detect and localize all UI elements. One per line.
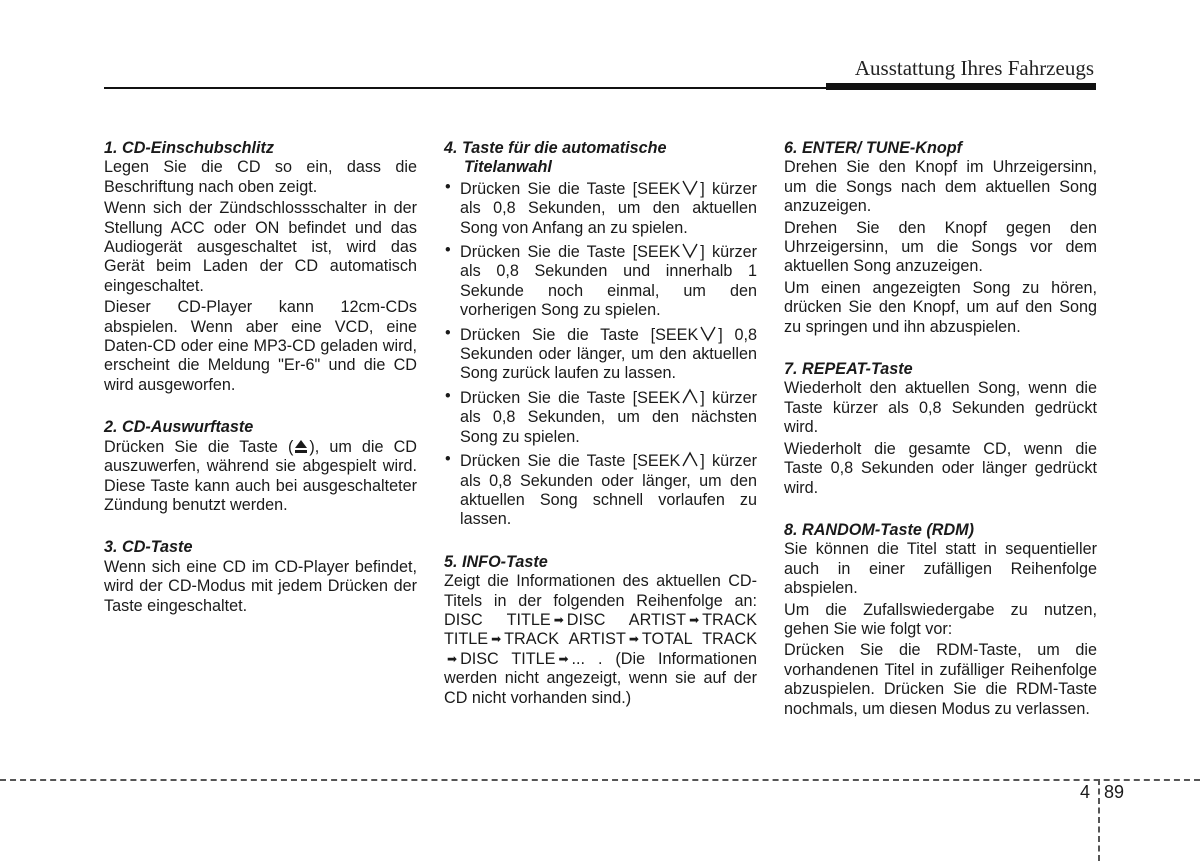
chevron-down-icon: [699, 324, 717, 342]
section-heading-seek: [444, 139, 757, 178]
eject-icon: [294, 439, 308, 454]
list-item: [444, 387, 757, 447]
arrow-right-icon: ➡: [689, 612, 700, 627]
column-right: [784, 139, 1097, 721]
chevron-down-icon: [681, 241, 699, 259]
paragraph: Wenn sich eine CD im CD-Player befindet, wird der CD-Modus mit jedem Drücken der Taste eingeschaltet.: [104, 557, 417, 615]
list-item: [444, 241, 757, 321]
text-span: TRACK TITLE: [444, 610, 757, 649]
bullet-icon: •: [445, 241, 451, 260]
text-span: Zeigt die Informationen des aktuellen CD-Titels in der folgenden Reihenfolge an: DISC TITLE: [444, 572, 757, 629]
header-title: Ausstattung Ihres Fahrzeugs: [854, 56, 1094, 80]
text-span: ] kürzer als 0,8 Sekunden, um den nächsten Song zu spielen.: [460, 388, 757, 446]
column-middle: [444, 139, 757, 710]
text-span: Drücken Sie die Taste [SEEK: [460, 179, 681, 198]
column-left: [104, 139, 417, 618]
arrow-right-icon: ➡: [447, 651, 458, 666]
arrow-right-icon: ➡: [553, 612, 564, 627]
paragraph: Sie können die Titel statt in sequentieller auch in einer zufälligen Reihenfolge abspielen.: [784, 540, 1097, 598]
text-span: TRACK ARTIST: [504, 630, 626, 649]
paragraph: Um einen angezeigten Song zu hören, drücken Sie den Knopf, um auf den Song zu springen und ihn abzuspielen.: [784, 278, 1097, 336]
text-span: Drücken Sie die Taste [SEEK: [460, 243, 681, 262]
text-span: TOTAL TRACK: [641, 630, 758, 649]
paragraph: Wenn sich der Zündschlossschalter in der Stellung ACC oder ON befindet und das Audiogerät ausgeschaltet ist, wird das Gerät beim Laden der CD automatisch eingeschaltet.: [104, 199, 417, 295]
section-heading-info: 5. INFO-Taste: [444, 552, 548, 571]
text-span: DISC TITLE: [460, 649, 556, 668]
page-number: 89: [1104, 782, 1125, 802]
bullet-icon: •: [445, 450, 451, 469]
paragraph: Wiederholt den aktuellen Song, wenn die Taste kürzer als 0,8 Sekunden gedrückt wird.: [784, 379, 1097, 437]
heading-line: 4. Taste für die automatische: [444, 139, 667, 157]
bullet-icon: •: [445, 323, 451, 342]
text-span: DISC ARTIST: [566, 610, 687, 629]
paragraph: Um die Zufallswiedergabe zu nutzen, gehen Sie wie folgt vor:: [784, 600, 1097, 638]
text-span: ] kürzer als 0,8 Sekunden oder länger, um den aktuellen Song schnell vorlaufen zu lassen.: [460, 452, 757, 529]
list-item: [444, 324, 757, 384]
chevron-down-icon: [681, 178, 699, 196]
text-span: Drücken Sie die Taste [SEEK: [460, 452, 681, 471]
header-rule-accent: [826, 83, 1096, 90]
text-span: ... . (Die Informationen werden nicht angezeigt, wenn sie auf der CD nicht vorhanden sind.): [444, 649, 757, 707]
section-heading-enter-tune: 6. ENTER/ TUNE-Knopf: [784, 139, 963, 157]
bullet-icon: •: [445, 386, 451, 405]
paragraph-info: [444, 572, 757, 708]
paragraph-eject: [104, 438, 417, 516]
text-span: ] kürzer als 0,8 Sekunden und innerhalb 1 Sekunde noch einmal, um den vorherigen Song zu spielen.: [460, 243, 757, 320]
paragraph: Drücken Sie die RDM-Taste, um die vorhandenen Titel in zufälliger Reihenfolge abzuspielen. Drücken Sie die RDM-Taste nochmals, um diesen Modus zu verlassen.: [784, 641, 1097, 718]
text-span: ] kürzer als 0,8 Sekunden, um den aktuellen Song von Anfang an zu spielen.: [460, 179, 757, 237]
list-item: [444, 178, 757, 238]
heading-line: Titelanwahl: [464, 158, 552, 177]
arrow-right-icon: ➡: [491, 632, 502, 647]
paragraph: Wiederholt die gesamte CD, wenn die Taste 0,8 Sekunden oder länger gedrückt wird.: [784, 439, 1097, 497]
text-span: ), um die CD auszuwerfen, während sie abgespielt wird. Diese Taste kann auch bei ausgeschalteter Zündung benutzt werden.: [104, 437, 417, 514]
section-heading-repeat: 7. REPEAT-Taste: [784, 360, 913, 379]
text-span: Drücken Sie die Taste [SEEK: [460, 325, 699, 344]
bullet-icon: •: [445, 177, 451, 196]
arrow-right-icon: ➡: [628, 632, 639, 647]
arrow-right-icon: ➡: [558, 651, 569, 666]
text-span: ] 0,8 Sekunden oder länger, um den aktuellen Song zurück laufen zu lassen.: [460, 325, 757, 383]
text-span: Drücken Sie die Taste [SEEK: [460, 388, 681, 407]
paragraph: Drehen Sie den Knopf im Uhrzeigersinn, um die Songs nach dem aktuellen Song anzuzeigen.: [784, 158, 1097, 216]
paragraph: Legen Sie die CD so ein, dass die Beschriftung nach oben zeigt.: [104, 158, 417, 196]
section-heading-random: 8. RANDOM-Taste (RDM): [784, 520, 975, 539]
section-heading-eject: 2. CD-Auswurftaste: [104, 418, 254, 437]
text-span: Drücken Sie die Taste (: [104, 437, 294, 456]
chapter-number: 4: [1080, 782, 1091, 802]
chevron-up-icon: [681, 450, 699, 468]
section-heading-cd-slot: 1. CD-Einschubschlitz: [104, 139, 274, 157]
footer-divider: [1098, 779, 1100, 861]
chevron-up-icon: [681, 387, 699, 405]
paragraph: Dieser CD-Player kann 12cm-CDs abspielen. Wenn aber eine VCD, eine Daten-CD oder eine MP3-CD geladen wird, erscheint die Meldung "Er-6" und die CD wird ausgeworfen.: [104, 298, 417, 394]
footer-rule: [0, 779, 1200, 781]
section-heading-cd-button: 3. CD-Taste: [104, 538, 193, 557]
paragraph: Drehen Sie den Knopf gegen den Uhrzeigersinn, um die Songs vor dem aktuellen Song anzuzeigen.: [784, 218, 1097, 276]
list-item: [444, 450, 757, 530]
